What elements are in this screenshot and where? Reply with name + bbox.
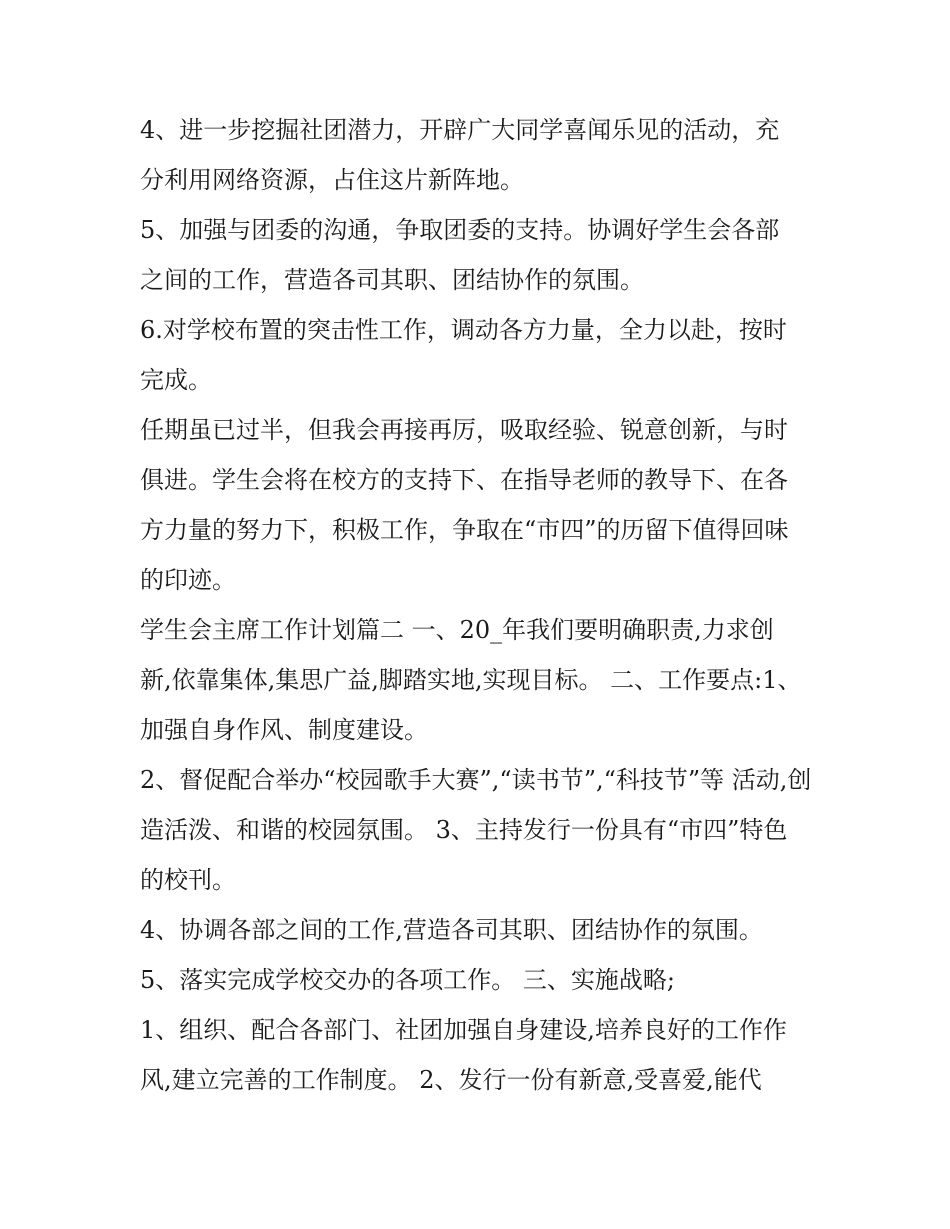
text-line: 的校刊。 [140,866,236,894]
text-line: 的印迹。 [140,566,236,594]
text-line: 4、协调各部之间的工作,营造各司其职、团结协作的氛围。 [140,916,763,944]
paragraph-activities [140,105,820,205]
text-line: 造活泼、和谐的校园氛围。 3、主持发行一份具有“市四”特色 [140,816,788,844]
text-line: 新,依靠集体,集思广益,脚踏实地,实现目标。 二、工作要点:1、 [140,666,802,694]
paragraph-implementation [140,955,820,1005]
text-line: 风,建立完善的工作制度。 2、发行一份有新意,受喜爱,能代 [140,1066,762,1094]
document-page [140,105,820,1105]
text-line: 任期虽已过半，但我会再接再厉，吸取经验、锐意创新，与时 [140,416,788,444]
paragraph-communication [140,205,820,305]
paragraph-urgent-work [140,305,820,405]
text-line: 方力量的努力下，积极工作，争取在“市四”的历留下值得回味 [140,516,789,544]
paragraph-term-summary [140,405,820,605]
text-line: 5、落实完成学校交办的各项工作。 三、实施战略; [140,966,675,994]
paragraph-coordination [140,905,820,955]
paragraph-plan-two-intro [140,605,820,755]
text-line: 5、加强与团委的沟通，争取团委的支持。协调好学生会各部 [140,216,780,244]
text-line: 俱进。学生会将在校方的支持下、在指导老师的教导下、在各 [140,466,788,494]
text-line: 学生会主席工作计划篇二 一、20_年我们要明确职责,力求创 [140,616,774,644]
text-line: 完成。 [140,366,212,394]
paragraph-events [140,755,820,905]
text-line: 分利用网络资源，占住这片新阵地。 [140,166,524,194]
text-line: 6.对学校布置的突击性工作，调动各方力量，全力以赴，按时 [140,316,787,344]
text-line: 1、组织、配合各部门、社团加强自身建设,培养良好的工作作 [140,1016,787,1044]
paragraph-organization [140,1005,820,1105]
text-line: 2、督促配合举办“校园歌手大赛”,“读书节”,“科技节”等 活动,创 [140,766,812,794]
text-line: 之间的工作，营造各司其职、团结协作的氛围。 [140,266,644,294]
text-line: 4、进一步挖掘社团潜力，开辟广大同学喜闻乐见的活动，充 [140,116,780,144]
text-line: 加强自身作风、制度建设。 [140,716,428,744]
